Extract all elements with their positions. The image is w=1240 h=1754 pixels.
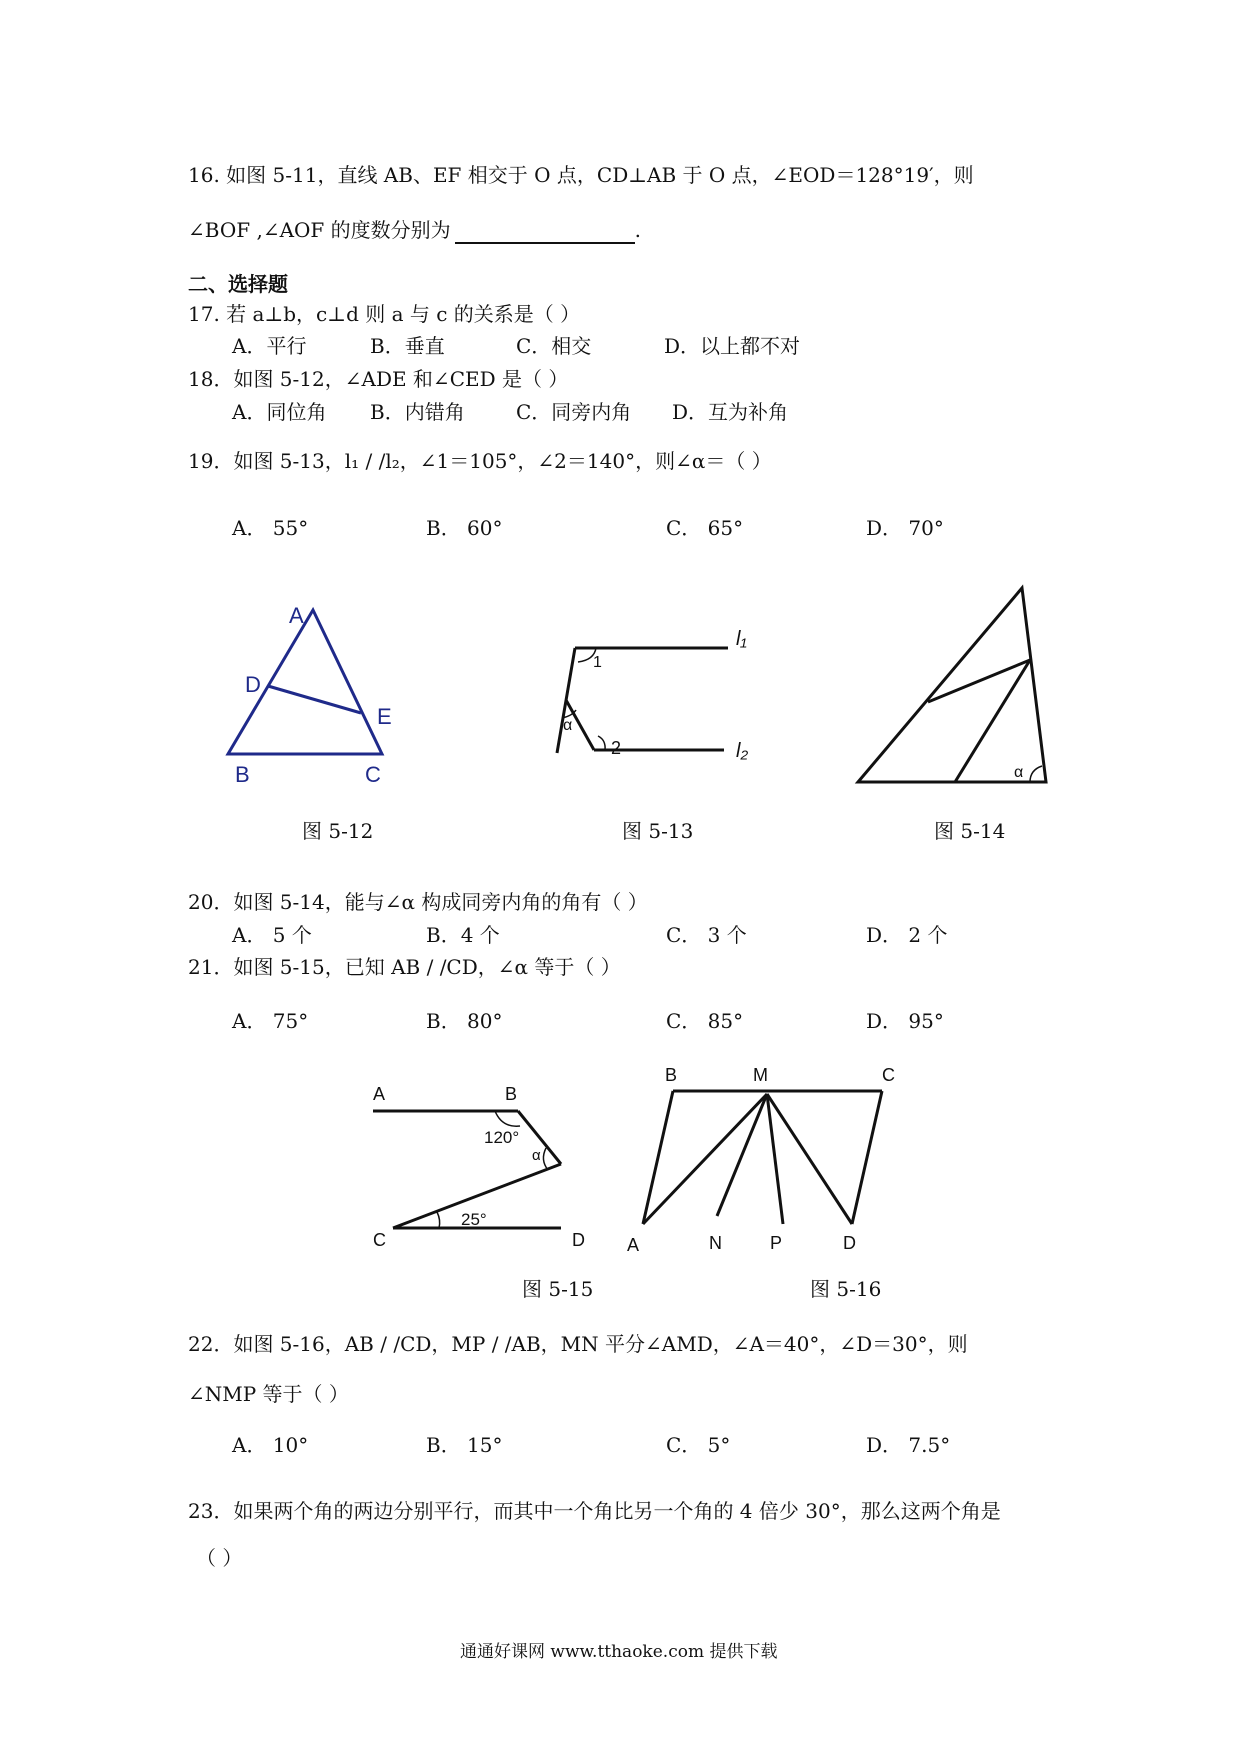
- q20-stem: 20．如图 5-14，能与∠α 构成同旁内角的角有（ ）: [188, 890, 648, 914]
- q18-stem: 18．如图 5-12，∠ADE 和∠CED 是（ ）: [188, 367, 569, 391]
- q22-option-c: C． 5°: [666, 1433, 731, 1457]
- label-25: 25°: [461, 1210, 487, 1229]
- segment-mn: [717, 1094, 767, 1216]
- label-p: P: [770, 1233, 783, 1253]
- q23-line1: 23．如果两个角的两边分别平行，而其中一个角比另一个角的 4 倍少 30°，那么这两个角是: [188, 1499, 1001, 1523]
- figure-5-16-caption: 图 5-16: [810, 1277, 882, 1301]
- q17-option-d: D．以上都不对: [664, 334, 801, 358]
- q17-option-b: B．垂直: [370, 334, 445, 358]
- q22-option-a: A． 10°: [232, 1433, 309, 1457]
- q16-line2-end: .: [634, 218, 642, 242]
- label-c: C: [373, 1230, 386, 1250]
- q17-stem: 17. 若 a⊥b，c⊥d 则 a 与 c 的关系是（ ）: [188, 302, 581, 326]
- q19-option-a: A． 55°: [232, 516, 309, 540]
- q21-option-d: D． 95°: [866, 1009, 944, 1033]
- q21-option-c: C． 85°: [666, 1009, 744, 1033]
- q22-line2: ∠NMP 等于（ ）: [188, 1382, 349, 1406]
- label-e: E: [377, 704, 392, 729]
- q20-option-b: B．4 个: [426, 923, 500, 947]
- label-a: A: [373, 1084, 386, 1104]
- q21-stem: 21．如图 5-15，已知 AB / /CD，∠α 等于（ ）: [188, 955, 621, 979]
- label-b: B: [665, 1065, 678, 1085]
- q18-option-d: D．互为补角: [672, 400, 789, 424]
- label-a: A: [289, 603, 304, 628]
- label-alpha: α: [563, 717, 573, 734]
- q22-option-d: D． 7.5°: [866, 1433, 951, 1457]
- label-b: B: [235, 762, 250, 787]
- label-alpha: α: [1014, 764, 1024, 781]
- figure-5-15-caption: 图 5-15: [522, 1277, 594, 1301]
- q21-option-a: A． 75°: [232, 1009, 309, 1033]
- q18-option-a: A．同位角: [232, 400, 327, 424]
- label-c: C: [365, 762, 381, 787]
- q22-line1: 22．如图 5-16，AB / /CD，MP / /AB，MN 平分∠AMD，∠A＝40°，∠D＝30°，则: [188, 1332, 968, 1356]
- q17-option-a: A．平行: [232, 334, 307, 358]
- label-alpha: α: [532, 1147, 541, 1164]
- label-d: D: [245, 672, 261, 697]
- q18-option-c: C．同旁内角: [516, 400, 632, 424]
- label-l2: l₂: [736, 740, 749, 762]
- footer-text: 通通好课网 www.tthaoke.com 提供下载: [460, 1642, 778, 1662]
- q20-option-d: D． 2 个: [866, 923, 948, 947]
- label-120: 120°: [484, 1128, 520, 1147]
- label-a: A: [627, 1235, 640, 1255]
- q19-option-b: B． 60°: [426, 516, 503, 540]
- segment-ba: [643, 1091, 673, 1224]
- label-1: 1: [593, 654, 602, 671]
- label-m: M: [753, 1065, 768, 1085]
- q23-line2: （ ）: [196, 1546, 243, 1570]
- q19-option-c: C． 65°: [666, 516, 744, 540]
- q18-option-b: B．内错角: [370, 400, 465, 424]
- section-heading: 二、选择题: [188, 272, 288, 296]
- figure-5-13-caption: 图 5-13: [622, 819, 694, 843]
- q21-option-b: B． 80°: [426, 1009, 503, 1033]
- segment-ma: [643, 1094, 767, 1224]
- q19-stem: 19．如图 5-13，l₁ / /l₂，∠1＝105°，∠2＝140°，则∠α＝（ ）: [188, 449, 772, 473]
- q17-option-c: C．相交: [516, 334, 592, 358]
- label-b: B: [505, 1084, 518, 1104]
- label-d: D: [843, 1233, 856, 1253]
- figure-5-14-caption: 图 5-14: [934, 819, 1006, 843]
- q22-option-b: B． 15°: [426, 1433, 503, 1457]
- q16-line2-text: ∠BOF ,∠AOF 的度数分别为: [188, 218, 451, 242]
- segment-cd: [852, 1091, 882, 1224]
- label-d: D: [572, 1230, 585, 1250]
- q20-option-a: A． 5 个: [232, 923, 312, 947]
- q16-line1: 16. 如图 5-11，直线 AB、EF 相交于 O 点，CD⊥AB 于 O 点，∠EOD＝128°19′，则: [188, 163, 974, 187]
- figure-5-12-caption: 图 5-12: [302, 819, 374, 843]
- q20-option-c: C． 3 个: [666, 923, 747, 947]
- label-c: C: [882, 1065, 895, 1085]
- q19-option-d: D． 70°: [866, 516, 944, 540]
- label-l1: l₁: [736, 628, 747, 650]
- label-n: N: [709, 1233, 722, 1253]
- label-2: 2: [611, 738, 622, 758]
